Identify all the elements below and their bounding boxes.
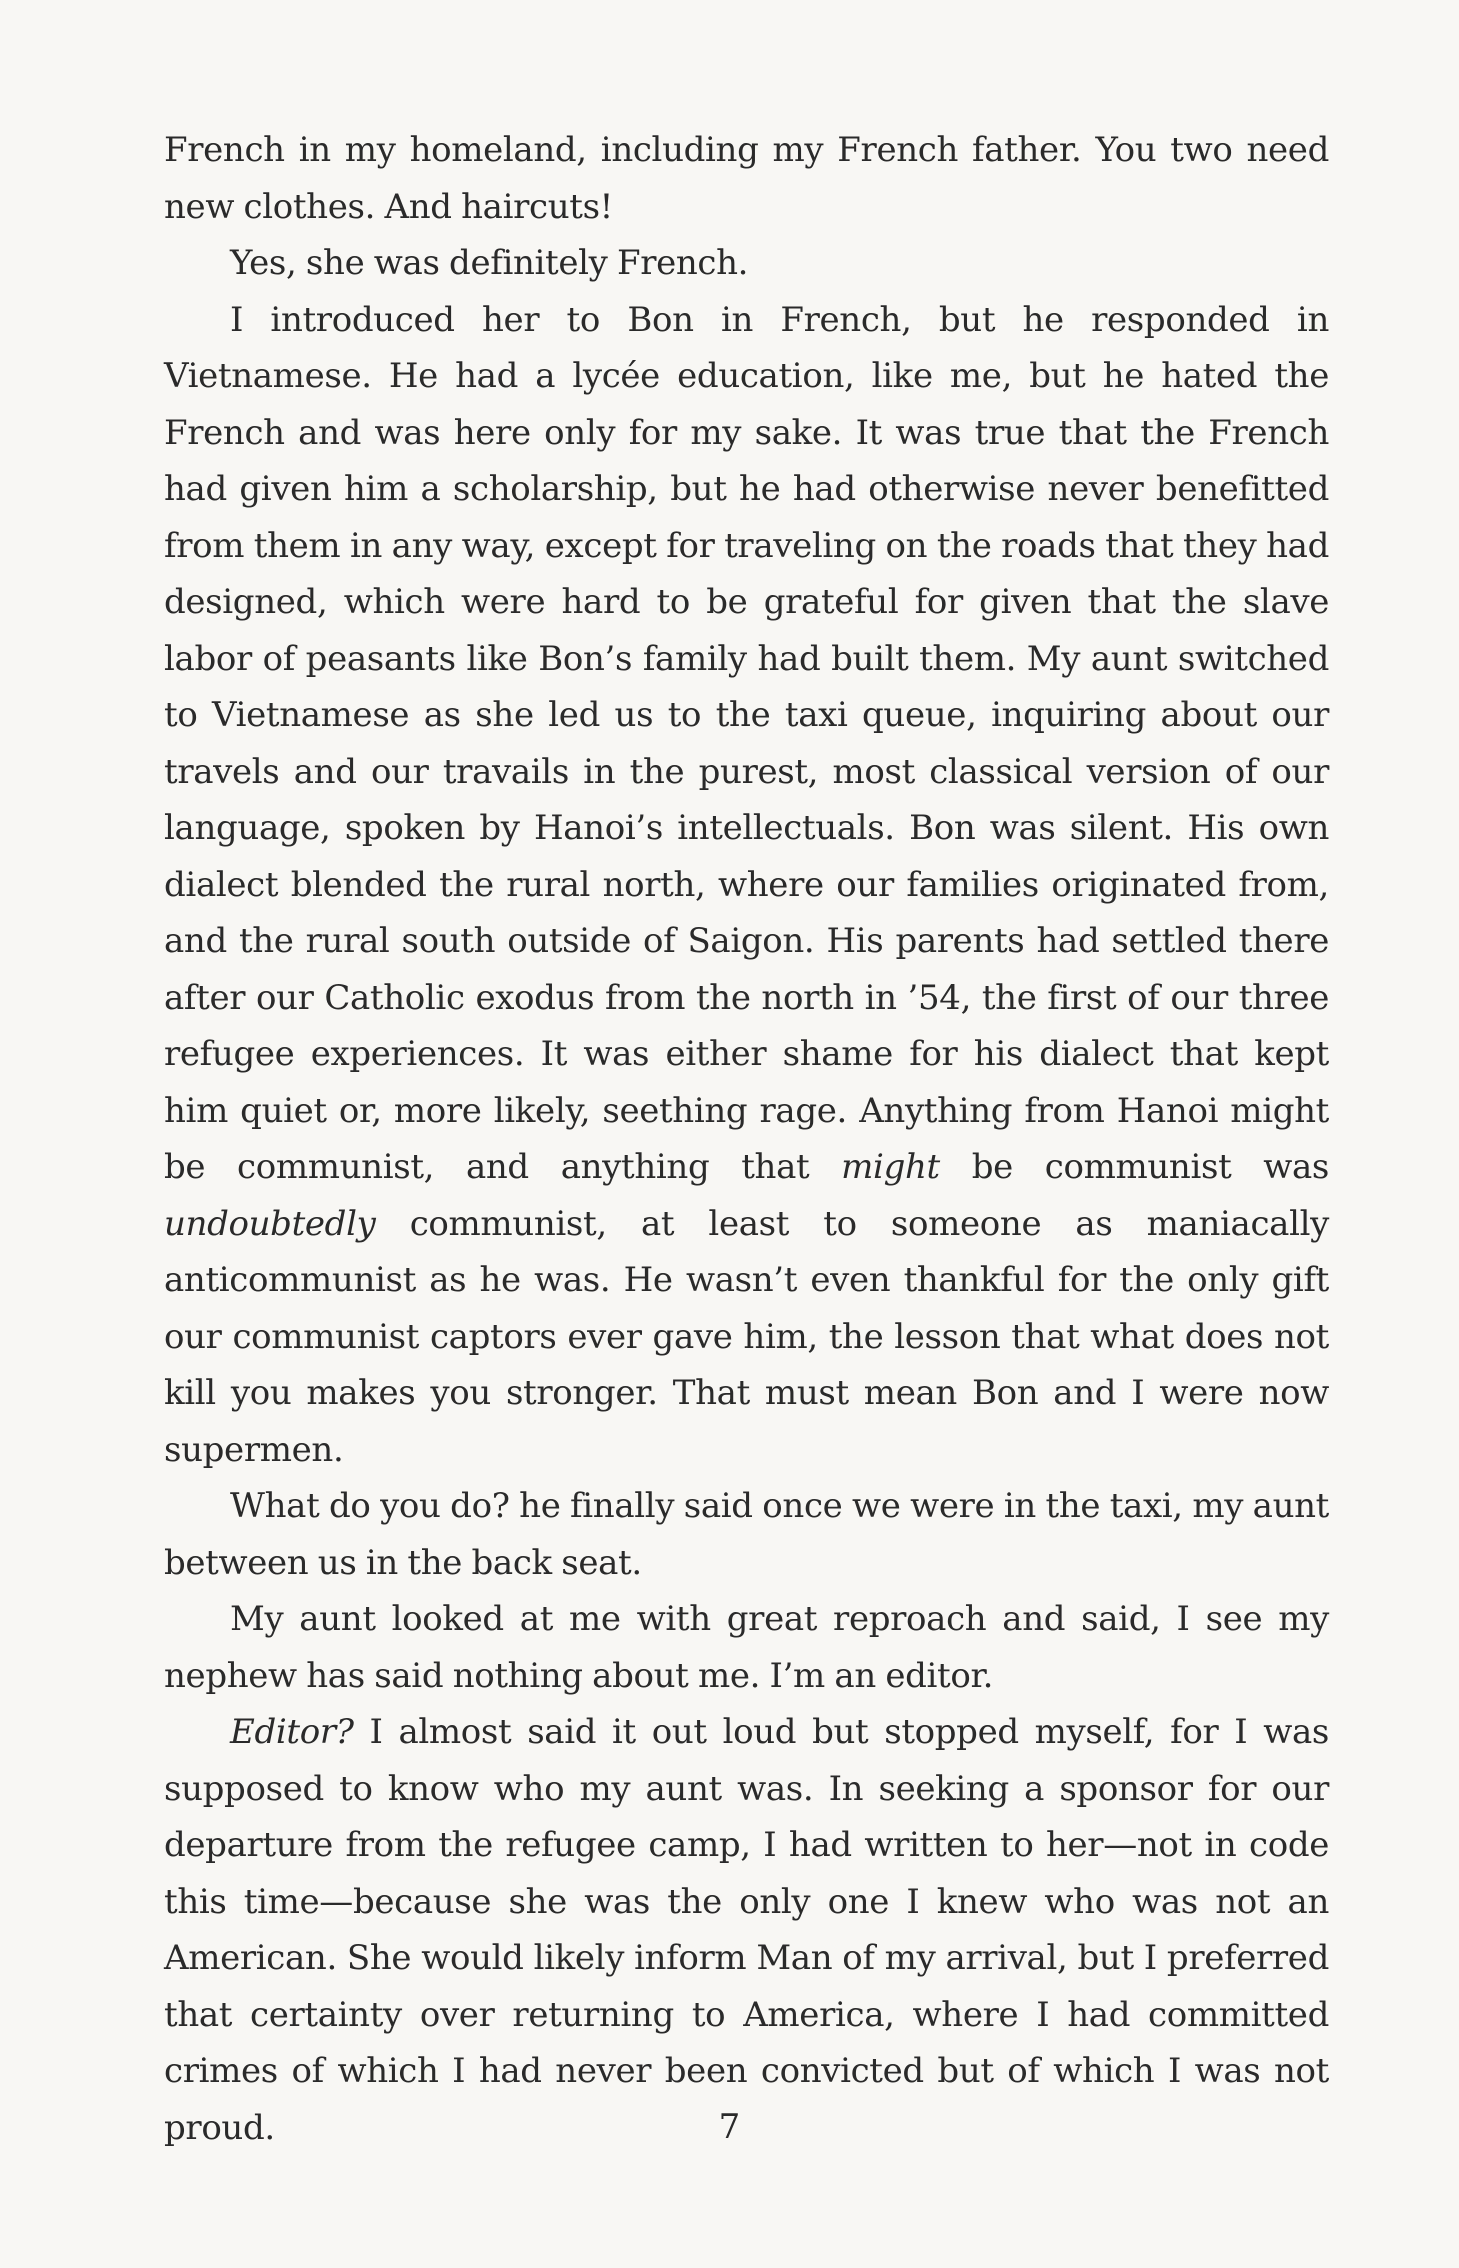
page-number: 7	[718, 2107, 741, 2147]
paragraph: My aunt looked at me with great reproach and said, I see my nephew has said nothing about me. I’m an editor.	[164, 1599, 1329, 1696]
italic-undoubtedly: undoubtedly	[164, 1203, 376, 1244]
paragraph-text: I almost said it out loud but stopped myself, for I was supposed to know who my aunt was. In seeking a sponsor for our departure from the refugee camp, I had written to her—not in code this time—because she was the only one I knew who was not an American. She would likely inform Man of my arrival, but I preferred that certainty over returning to America, where I had committed crimes of which I had never been convicted but of which I was not proud.	[164, 1712, 1329, 2148]
body-text	[164, 122, 1329, 2156]
paragraph: What do you do? he finally said once we were in the taxi, my aunt between us in the back seat.	[164, 1486, 1329, 1583]
paragraph	[164, 292, 1329, 1479]
paragraph-text: communist, at least to someone as maniacally anticommunist as he was. He wasn’t even thankful for the only gift our communist captors ever gave him, the lesson that what does not kill you makes you stronger. That must mean Bon and I were now supermen.	[164, 1203, 1329, 1470]
italic-might: might	[841, 1147, 940, 1187]
paragraph-text: I introduced her to Bon in French, but he responded in Vietnamese. He had a lycée education, like me, but he hated the French and was here only for my sake. It was true that the French had given him a scholarship, but he had otherwise never benefitted from them in any way, except for traveling on the roads that they had designed, which were hard to be grateful for given that the slave labor of peasants like Bon’s family had built them. My aunt switched to Vietnamese as she led us to the taxi queue, inquiring about our travels and our travails in the purest, most classical version of our language, spoken by Hanoi’s intellectuals. Bon was silent. His own dialect blended the rural north, where our families originated from, and the rural south outside of Saigon. His parents had settled there after our Catholic exodus from the north in ’54, the first of our three refugee experiences. It was either shame for his dialect that kept him quiet or, more likely, seething rage. Anything from Hanoi might be communist, and anything that	[164, 299, 1329, 1187]
paragraph-continued: French in my homeland, including my French father. You two need new clothes. And haircuts!	[164, 130, 1329, 227]
paragraph-text: be communist was	[939, 1147, 1329, 1187]
italic-editor: Editor?	[230, 1712, 354, 1752]
paragraph	[164, 1704, 1329, 2156]
paragraph: Yes, she was definitely French.	[230, 243, 749, 283]
